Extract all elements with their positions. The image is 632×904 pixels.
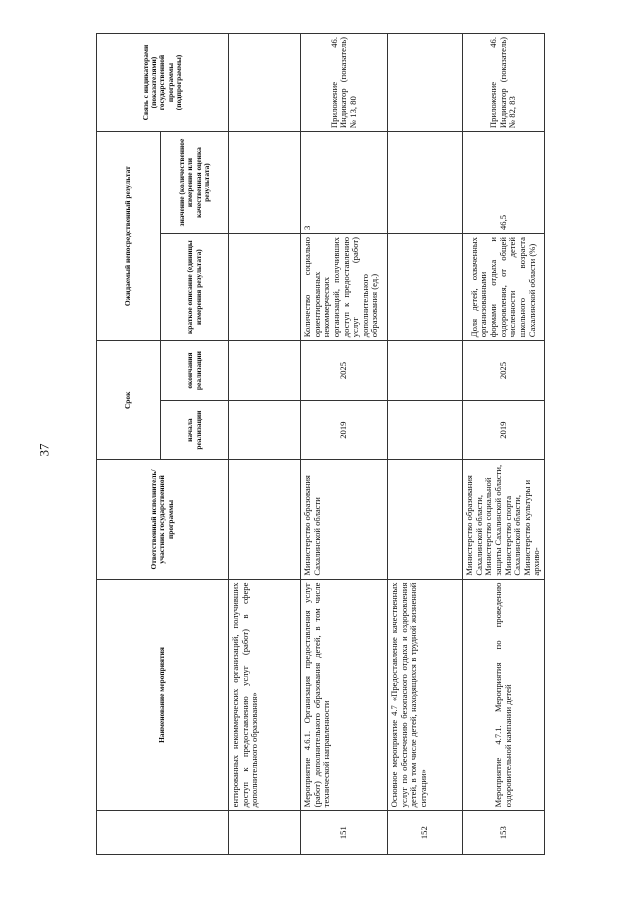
term-start: 2019 — [301, 400, 388, 460]
responsible-executor — [388, 460, 463, 579]
result-description: Количество социально ориентированных некоммерческих организаций, получивших доступ к предоставлению услуг (работ) дополнительного образования (ед.) — [301, 234, 388, 341]
indicator-link — [388, 34, 463, 132]
term-start — [388, 400, 463, 460]
indicator-link: Приложение 46. Индикатор (показатель) № 82, 83 — [463, 34, 545, 132]
result-description — [388, 234, 463, 341]
table-row — [229, 34, 301, 855]
header-indicator: Связь с индикаторами (показателями) государственной программы (подпрограммы) — [97, 34, 229, 132]
result-value — [229, 132, 301, 234]
activity-name: Основное мероприятие 4.7 «Предоставление качественных услуг по обеспечению безопасного отдыха и оздоровления детей, в том числе детей, находящихся в трудной жизненной ситуации» — [388, 579, 463, 811]
term-start: 2019 — [463, 400, 545, 460]
header-result-value: значение (количественное измерение или качественная оценка результата) — [161, 132, 229, 234]
result-value: 46,5 — [463, 132, 545, 234]
row-number: 151 — [301, 811, 388, 855]
activity-name: ентированных некоммерческих организаций, получивших доступ к предоставлению услуг (работ) в сфере дополнительного образования» — [229, 579, 301, 811]
row-number: 153 — [463, 811, 545, 855]
term-end — [229, 341, 301, 401]
row-number: 152 — [388, 811, 463, 855]
result-value: 3 — [301, 132, 388, 234]
result-description — [229, 234, 301, 341]
result-value — [388, 132, 463, 234]
header-result-desc: краткое описание (единицы измерения результата) — [161, 234, 229, 341]
header-term: Срок — [97, 341, 161, 460]
table-row — [388, 34, 463, 855]
program-activities-table — [96, 33, 545, 855]
header-term-end: окончания реализации — [161, 341, 229, 401]
header-name: Наименование мероприятия — [97, 579, 229, 811]
header-num — [97, 811, 229, 855]
responsible-executor: Министерство образования Сахалинской области, Министерство социальной защиты Сахалинской области, Министерство спорта Сахалинской области, Министерство культуры и архиво- — [463, 460, 545, 579]
row-number — [229, 811, 301, 855]
term-start — [229, 400, 301, 460]
indicator-link: Приложение 46. Индикатор (показатель) № 13, 80 — [301, 34, 388, 132]
header-term-start: начала реализации — [161, 400, 229, 460]
header-responsible: Ответственный исполнитель/участник государственной программы — [97, 460, 229, 579]
term-end: 2025 — [463, 341, 545, 401]
activity-name: Мероприятие 4.7.1. Мероприятия по проведению оздоровительной кампании детей — [463, 579, 545, 811]
table-row — [301, 34, 388, 855]
program-table-sheet — [96, 33, 542, 855]
responsible-executor — [229, 460, 301, 579]
result-description: Доля детей, охваченных организованными формами отдыха и оздоровления, от общей численности детей школьного возраста Сахалинской области (%) — [463, 234, 545, 341]
activity-name: Мероприятие 4.6.1. Организация предоставления услуг (работ) дополнительного образования детей, в том числе технической направленности — [301, 579, 388, 811]
responsible-executor: Министерство образования Сахалинской области — [301, 460, 388, 579]
term-end: 2025 — [301, 341, 388, 401]
indicator-link — [229, 34, 301, 132]
header-result: Ожидаемый непосредственный результат — [97, 132, 161, 341]
table-row — [463, 34, 545, 855]
page-number: 37 — [36, 443, 52, 457]
term-end — [388, 341, 463, 401]
